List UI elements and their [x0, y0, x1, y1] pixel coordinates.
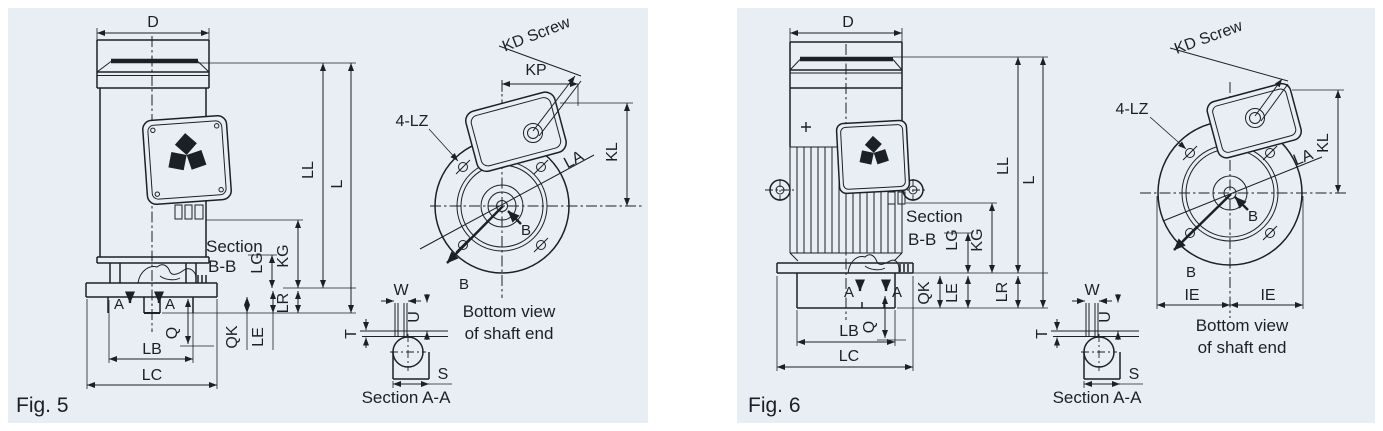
fig6-dim-4lz: 4-LZ [1115, 101, 1149, 118]
fig5-dim-lc: LC [141, 367, 163, 384]
fig6-dim-t: T [1034, 329, 1051, 339]
fig5-figure-label: Fig. 5 [16, 394, 69, 417]
fig6-terminal-box-bottom [1205, 82, 1303, 160]
panel-fig5 [8, 8, 648, 423]
fig5-bottom-caption-1: Bottom view [462, 302, 556, 321]
fig5-dim-q: Q [164, 326, 181, 340]
fig6-figure-label: Fig. 6 [748, 394, 801, 417]
panel-fig6 [737, 8, 1375, 423]
fig6-terminal-box [836, 120, 910, 194]
fig6-dim-ie-right: IE [1260, 287, 1276, 304]
fig6-section-aa-caption: Section A-A [1052, 388, 1142, 407]
fig5-terminal-box-bottom [464, 90, 569, 174]
fig5-section-aa [343, 282, 452, 407]
fig6-section-a-right-label: A [892, 284, 903, 301]
fig5-dim-lr: LR [275, 292, 292, 314]
fig5-dim-u: U [406, 311, 423, 323]
fig5-section-a-right-label: A [165, 296, 176, 313]
fig5-b-arrow-far-label: B [458, 276, 470, 293]
fig6-dim-qk: QK [916, 281, 933, 305]
fig6-dim-w: W [1084, 282, 1100, 299]
fig5-dim-lg: LG [249, 252, 266, 274]
fig6-kd-screw-label: KD Screw [1172, 17, 1245, 58]
fig6-motor-side-view [765, 42, 928, 320]
fig6-b-arrow-far-label: B [1185, 264, 1197, 281]
fig6-bottom-caption-2: of shaft end [1197, 338, 1287, 357]
fig6-section-a-left-label: A [843, 284, 854, 301]
fig5-section-bb-label-2: B-B [208, 257, 237, 276]
fig6-section-aa [1034, 282, 1143, 407]
fig6-dim-lc: LC [838, 348, 860, 365]
fig6-dim-le: LE [944, 283, 961, 303]
fig5-kd-screw-label: KD Screw [500, 14, 573, 56]
fig6-section-bb-label-2: B-B [908, 230, 937, 249]
fig5-terminal-box [142, 115, 232, 205]
fig6-dim-ie-left: IE [1184, 287, 1200, 304]
fig6-dim-kl: KL [1315, 133, 1332, 153]
fig6-dim-kg: KG [969, 228, 986, 252]
fig6-dim-ll: LL [995, 157, 1012, 175]
fig5-dim-w: W [393, 282, 409, 299]
fig6-dim-s: S [1128, 366, 1140, 383]
fig5-dim-4lz: 4-LZ [395, 113, 429, 130]
fig5-dim-t: T [343, 329, 360, 339]
fig5-dim-la: LA [561, 147, 587, 173]
fig6-drawing [737, 8, 1375, 423]
fig5-motor-side-view [86, 36, 232, 332]
fig6-b-arrow-near-label: B [1248, 208, 1259, 225]
fig5-dimensions [87, 14, 356, 389]
fig5-dim-s: S [437, 366, 449, 383]
fig6-dim-lg: LG [944, 229, 961, 251]
fig5-dim-kg: KG [275, 244, 292, 268]
fig5-dim-qk: QK [224, 325, 241, 349]
fig5-dim-d: D [147, 14, 159, 31]
fig5-dim-ll: LL [300, 161, 317, 179]
fig5-dim-kp: KP [525, 62, 547, 79]
fig5-section-aa-caption: Section A-A [361, 388, 451, 407]
fig6-dim-u: U [1097, 311, 1114, 323]
fig5-dim-l: L [329, 179, 346, 189]
fig6-dim-q: Q [861, 320, 878, 334]
fig5-dim-le: LE [250, 327, 267, 347]
fig6-section-bb-label-1: Section [906, 207, 963, 226]
fig6-dim-la: LA [1291, 146, 1316, 170]
fig5-dim-kl: KL [604, 142, 621, 162]
fig6-dim-l: L [1021, 175, 1038, 185]
fig6-bottom-caption-1: Bottom view [1195, 316, 1289, 335]
fig5-bottom-view [396, 14, 642, 343]
fig6-dim-lb: LB [839, 323, 859, 340]
fig6-dim-d: D [842, 14, 854, 31]
fig5-bottom-caption-2: of shaft end [464, 324, 554, 343]
fig5-section-bb-label-1: Section [206, 237, 263, 256]
fig5-section-a-left-label: A [113, 296, 124, 313]
fig5-b-arrow-near-label: B [521, 222, 532, 239]
fig5-dim-lb: LB [142, 341, 162, 358]
fig6-dim-lr: LR [994, 281, 1011, 303]
fig5-drawing [8, 8, 648, 423]
fig6-bottom-view [1116, 17, 1348, 357]
